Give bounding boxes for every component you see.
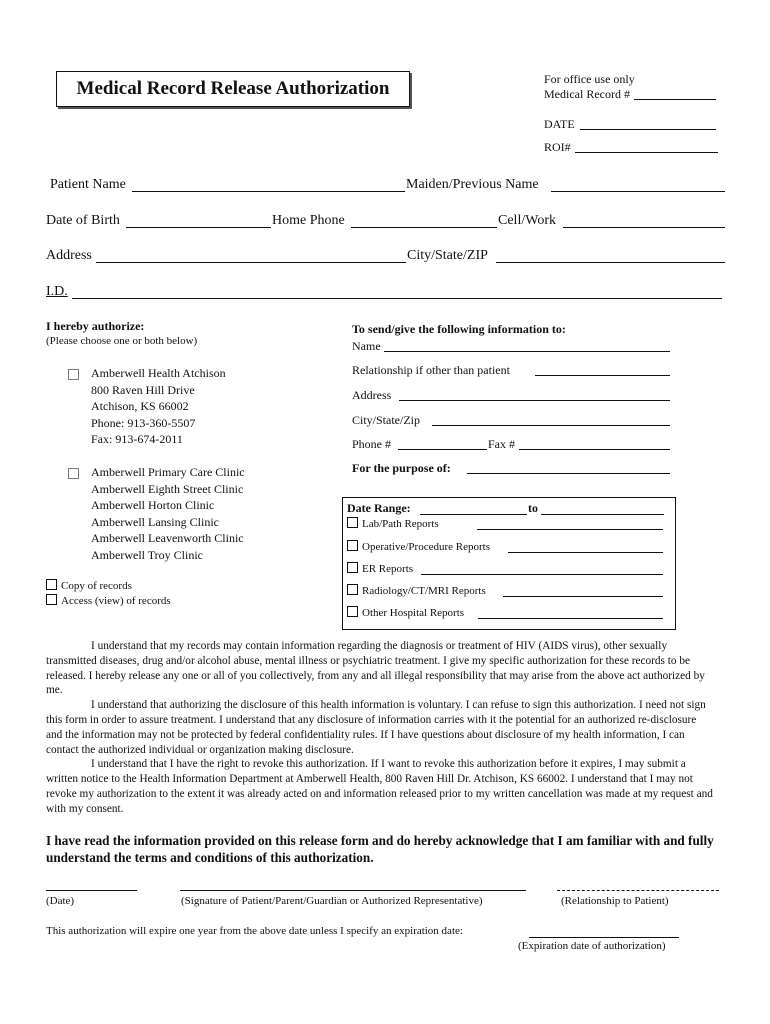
form-title: Medical Record Release Authorization (56, 71, 410, 107)
expiration-date-field[interactable] (529, 937, 679, 938)
recipient-phone-field[interactable] (398, 449, 487, 450)
er-reports-checkbox[interactable] (347, 562, 358, 573)
atchison-line: 800 Raven Hill Drive (91, 382, 195, 397)
legal-paragraph: I understand that I have the right to revoke this authorization. If I want to revoke this authorization before it expires, I may submit a written notice to the Health Information Department at Amberwell Health, 800 Raven Hill Dr. Atchison, KS 66002. I understand that I may not revoke my authorization to the extent it was already acted on and information released prior to my written cancellation was made at my request and with my consent. (46, 758, 713, 815)
operative-reports-field[interactable] (508, 552, 663, 553)
clinic-line: Amberwell Troy Clinic (91, 547, 204, 562)
home-phone-field[interactable] (351, 227, 497, 228)
signature-field[interactable] (180, 890, 526, 891)
dob-field[interactable] (126, 227, 271, 228)
address-field[interactable] (96, 262, 406, 263)
date-signature-label: (Date) (46, 895, 75, 907)
atchison-block (91, 365, 321, 448)
expiration-label: (Expiration date of authorization) (518, 940, 666, 952)
lab-reports-label: Lab/Path Reports (362, 518, 439, 530)
radiology-reports-option[interactable] (347, 584, 486, 597)
city-field[interactable] (496, 262, 725, 263)
dob-label: Date of Birth (46, 213, 120, 228)
clinic-line: Amberwell Lansing Clinic (91, 514, 219, 529)
home-phone-label: Home Phone (272, 213, 345, 228)
radiology-reports-checkbox[interactable] (347, 584, 358, 595)
recipient-fax-label: Fax # (488, 437, 515, 451)
recipient-phone-label: Phone # (352, 437, 391, 451)
lab-reports-checkbox[interactable] (347, 517, 358, 528)
lab-reports-option[interactable] (347, 517, 439, 530)
operative-reports-option[interactable] (347, 540, 490, 553)
city-label: City/State/ZIP (407, 248, 488, 263)
date-range-label: Date Range: (347, 501, 411, 515)
maiden-name-label: Maiden/Previous Name (406, 177, 539, 192)
purpose-field[interactable] (467, 473, 670, 474)
recipient-address-field[interactable] (399, 400, 670, 401)
copy-records-label: Copy of records (61, 580, 132, 592)
access-records-checkbox[interactable] (46, 594, 57, 605)
recipient-city-label: City/State/Zip (352, 413, 420, 427)
recipient-fax-field[interactable] (519, 449, 670, 450)
cell-label: Cell/Work (498, 213, 556, 228)
clinics-checkbox[interactable] (68, 468, 79, 479)
expiration-text: This authorization will expire one year from the above date unless I specify an expiration date: (46, 925, 463, 937)
authorize-subtext: (Please choose one or both below) (46, 335, 198, 347)
office-use-heading: For office use only (544, 72, 635, 86)
roi-field[interactable] (575, 152, 718, 153)
address-label: Address (46, 248, 92, 263)
signature-label: (Signature of Patient/Parent/Guardian or Authorized Representative) (181, 895, 483, 907)
er-reports-option[interactable] (347, 562, 413, 575)
acknowledgement-text: I have read the information provided on this release form and do hereby acknowledge that I am familiar with and fully understand the terms and conditions of this authorization. (46, 833, 714, 865)
recipient-name-field[interactable] (384, 351, 670, 352)
access-records-option[interactable] (46, 594, 171, 607)
clinics-block (91, 464, 321, 563)
other-reports-label: Other Hospital Reports (362, 607, 465, 619)
office-date-label: DATE (544, 117, 575, 131)
id-field[interactable] (72, 298, 722, 299)
atchison-checkbox[interactable] (68, 369, 79, 380)
relationship-signature-label: (Relationship to Patient) (561, 895, 669, 907)
recipient-address-label: Address (352, 388, 392, 402)
date-signature-field[interactable] (46, 890, 137, 891)
relationship-signature-field[interactable] (557, 890, 719, 891)
patient-name-label: Patient Name (50, 177, 126, 192)
date-range-start-field[interactable] (420, 514, 527, 515)
recipient-city-field[interactable] (432, 425, 670, 426)
clinic-line: Amberwell Eighth Street Clinic (91, 481, 244, 496)
legal-paragraph: I understand that authorizing the disclosure of this health information is voluntary. I can refuse to sign this authorization. I need not sign this form in order to assure treatment. I understand that any disclosure of information carries with it the potential for an authorized re-disclosure and the information may not be protected by federal confidentiality rules. If I have questions about disclosure of my health information, I can contact the authorized individual or organization making disclosure. (46, 699, 706, 756)
copy-records-option[interactable] (46, 579, 132, 592)
cell-field[interactable] (563, 227, 725, 228)
radiology-reports-label: Radiology/CT/MRI Reports (362, 585, 486, 597)
legal-text (46, 639, 714, 817)
date-range-to: to (528, 501, 538, 515)
clinic-line: Amberwell Leavenworth Clinic (91, 531, 244, 545)
relationship-field[interactable] (535, 375, 670, 376)
legal-paragraph: I understand that my records may contain information regarding the diagnosis or treatment of HIV (AIDS virus), other sexually transmitted diseases, drug and/or alcohol abuse, mental illness or psychiatric treatment. I give my specific authorization for these records to be released. I hereby release any one or all of you collectively, from any and all illegal responsibility that may arise from the above act authorized by me. (46, 640, 705, 697)
roi-label: ROI# (544, 140, 571, 154)
lab-reports-field[interactable] (477, 529, 663, 530)
operative-reports-label: Operative/Procedure Reports (362, 541, 490, 553)
atchison-line: Atchison, KS 66002 (91, 399, 189, 413)
id-label: I.D. (46, 284, 68, 299)
clinic-line: Amberwell Primary Care Clinic (91, 465, 245, 479)
er-reports-field[interactable] (421, 574, 663, 575)
other-reports-field[interactable] (478, 618, 663, 619)
purpose-label: For the purpose of: (352, 461, 451, 475)
radiology-reports-field[interactable] (503, 596, 663, 597)
date-range-end-field[interactable] (541, 514, 664, 515)
er-reports-label: ER Reports (362, 563, 414, 575)
clinic-line: Amberwell Horton Clinic (91, 498, 215, 512)
authorize-heading: I hereby authorize: (46, 319, 145, 333)
other-reports-option[interactable] (347, 606, 464, 619)
patient-name-field[interactable] (132, 191, 405, 192)
office-date-field[interactable] (580, 129, 716, 130)
atchison-line: Phone: 913-360-5507 (91, 415, 196, 430)
recipient-heading: To send/give the following information to: (352, 322, 566, 336)
other-reports-checkbox[interactable] (347, 606, 358, 617)
recipient-name-label: Name (352, 339, 381, 353)
atchison-line: Amberwell Health Atchison (91, 366, 226, 380)
medical-record-field[interactable] (634, 99, 716, 100)
medical-record-label: Medical Record # (544, 87, 630, 101)
maiden-name-field[interactable] (551, 191, 725, 192)
operative-reports-checkbox[interactable] (347, 540, 358, 551)
atchison-line: Fax: 913-674-2011 (91, 432, 183, 446)
copy-records-checkbox[interactable] (46, 579, 57, 590)
access-records-label: Access (view) of records (61, 595, 171, 607)
relationship-label: Relationship if other than patient (352, 363, 510, 377)
